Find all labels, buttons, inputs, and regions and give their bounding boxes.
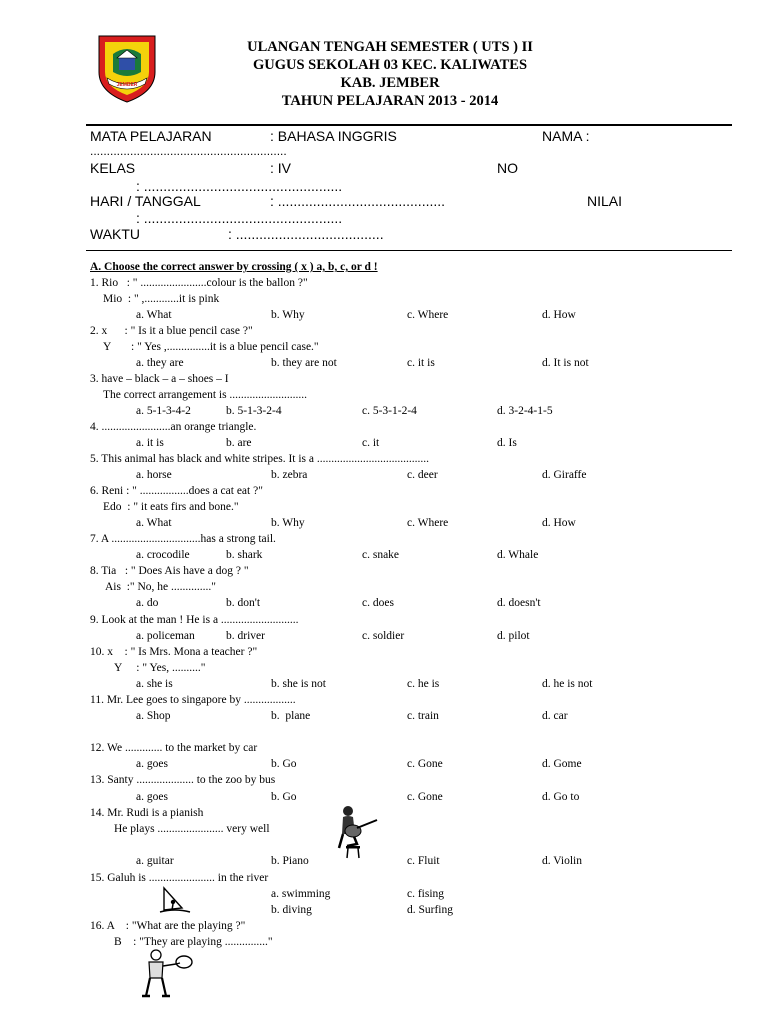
q2-line1: 2. x : " Is it a blue pencil case ?" — [90, 325, 253, 337]
q7-option-b[interactable]: b. shark — [226, 549, 263, 561]
q2-option-b[interactable]: b. they are not — [271, 357, 337, 369]
waktu-value: : ...................................... — [228, 226, 384, 242]
mata-pelajaran-value: : BAHASA INGGRIS — [270, 128, 397, 144]
q4-option-d[interactable]: d. Is — [497, 437, 517, 449]
exam-school-group: GUGUS SEKOLAH 03 KEC. KALIWATES — [252, 57, 528, 73]
q16-line1: 16. A : "What are the playing ?" — [90, 920, 246, 932]
q4-line1: 4. ........................an orange triangle. — [90, 421, 257, 433]
q1-option-c[interactable]: c. Where — [407, 309, 449, 321]
q6-option-d[interactable]: d. How — [542, 517, 576, 529]
q12-option-a[interactable]: a. goes — [136, 758, 168, 770]
q10-option-d[interactable]: d. he is not — [542, 678, 593, 690]
q15-option-b[interactable]: b. diving — [271, 904, 312, 916]
q8-option-c[interactable]: c. does — [362, 597, 394, 609]
q3-line1: 3. have – black – a – shoes – I — [90, 373, 229, 385]
nama-label: NAMA : — [542, 128, 590, 144]
q14-option-a[interactable]: a. guitar — [136, 855, 174, 867]
q12-option-d[interactable]: d. Gome — [542, 758, 582, 770]
q2-option-d[interactable]: d. It is not — [542, 357, 589, 369]
q14-option-b[interactable]: b. Piano — [271, 855, 309, 867]
q13-option-c[interactable]: c. Gone — [407, 791, 443, 803]
q8-option-a[interactable]: a. do — [136, 597, 159, 609]
q12-option-b[interactable]: b. Go — [271, 758, 297, 770]
q1-option-b[interactable]: b. Why — [271, 309, 305, 321]
q14-line1: 14. Mr. Rudi is a pianish — [90, 807, 204, 819]
q8-option-d[interactable]: d. doesn't — [497, 597, 541, 609]
q6-line2: Edo : " it eats firs and bone." — [103, 501, 239, 513]
q15-option-a[interactable]: a. swimming — [271, 888, 331, 900]
no-label: NO — [497, 160, 518, 176]
jember-regency-logo — [91, 32, 163, 104]
q11-option-b[interactable]: b. plane — [271, 710, 311, 722]
q9-option-a[interactable]: a. policeman — [136, 630, 195, 642]
q11-option-c[interactable]: c. train — [407, 710, 439, 722]
q5-option-c[interactable]: c. deer — [407, 469, 438, 481]
nilai-label: NILAI — [587, 193, 623, 209]
q9-line1: 9. Look at the man ! He is a ........................... — [90, 614, 299, 626]
q5-option-b[interactable]: b. zebra — [271, 469, 308, 481]
q6-option-a[interactable]: a. What — [136, 517, 172, 529]
section-a-instruction: A. Choose the correct answer by crossing ( x ) a, b, c, or d ! — [90, 261, 378, 273]
q5-option-d[interactable]: d. Giraffe — [542, 469, 587, 481]
q8-line2: Ais :" No, he .............." — [105, 581, 216, 593]
q2-option-c[interactable]: c. it is — [407, 357, 435, 369]
q1-line2: Mio : " ,............it is pink — [103, 293, 220, 305]
q11-line1: 11. Mr. Lee goes to singapore by .................. — [90, 694, 296, 706]
q9-option-c[interactable]: c. soldier — [362, 630, 405, 642]
q1-line1: 1. Rio : " .......................colour is the ballon ?" — [90, 277, 308, 289]
q2-line2: Y : " Yes ,...............it is a blue pencil case." — [103, 341, 319, 353]
q3-option-b[interactable]: b. 5-1-3-2-4 — [226, 405, 282, 417]
header-divider — [86, 124, 732, 126]
no-field: : ................................................... — [136, 178, 343, 194]
q9-option-d[interactable]: d. pilot — [497, 630, 530, 642]
q10-option-a[interactable]: a. she is — [136, 678, 173, 690]
nilai-field: : ................................................... — [136, 210, 343, 226]
q4-option-b[interactable]: b. are — [226, 437, 252, 449]
q11-option-a[interactable]: a. Shop — [136, 710, 171, 722]
kelas-label: KELAS — [90, 160, 136, 176]
hari-tanggal-label: HARI / TANGGAL — [90, 193, 201, 209]
q10-line2: Y : " Yes, .........." — [114, 662, 206, 674]
q8-option-b[interactable]: b. don't — [226, 597, 261, 609]
q1-option-a[interactable]: a. What — [136, 309, 172, 321]
q14-option-c[interactable]: c. Fluit — [407, 855, 440, 867]
q7-option-c[interactable]: c. snake — [362, 549, 400, 561]
q2-option-a[interactable]: a. they are — [136, 357, 184, 369]
exam-title: ULANGAN TENGAH SEMESTER ( UTS ) II — [247, 39, 533, 55]
info-divider — [86, 250, 732, 251]
q13-option-b[interactable]: b. Go — [271, 791, 297, 803]
guitar-player-illustration — [333, 804, 379, 860]
badminton-player-illustration — [136, 948, 194, 1000]
q3-option-c[interactable]: c. 5-3-1-2-4 — [362, 405, 417, 417]
q12-option-c[interactable]: c. Gone — [407, 758, 443, 770]
q3-option-a[interactable]: a. 5-1-3-4-2 — [136, 405, 191, 417]
q12-line1: 12. We ............. to the market by car — [90, 742, 258, 754]
svg-text:JEMBER: JEMBER — [116, 82, 138, 88]
q7-option-a[interactable]: a. crocodile — [136, 549, 190, 561]
exam-regency: KAB. JEMBER — [340, 75, 440, 91]
q4-option-c[interactable]: c. it — [362, 437, 380, 449]
q13-line1: 13. Santy .................... to the zoo by bus — [90, 774, 276, 786]
hari-tanggal-value: : ........................................... — [270, 193, 446, 209]
windsurfer-illustration — [158, 884, 192, 918]
nama-field: ........................................................... — [90, 144, 287, 158]
q15-line1: 15. Galuh is ....................... in the river — [90, 872, 269, 884]
q10-option-b[interactable]: b. she is not — [271, 678, 326, 690]
q15-option-c[interactable]: c. fising — [407, 888, 445, 900]
q14-line2: He plays ....................... very well — [114, 823, 270, 835]
q5-option-a[interactable]: a. horse — [136, 469, 172, 481]
waktu-label: WAKTU — [90, 226, 141, 242]
q9-option-b[interactable]: b. driver — [226, 630, 265, 642]
q3-option-d[interactable]: d. 3-2-4-1-5 — [497, 405, 553, 417]
q10-option-c[interactable]: c. he is — [407, 678, 440, 690]
q6-option-b[interactable]: b. Why — [271, 517, 305, 529]
q8-line1: 8. Tia : " Does Ais have a dog ? " — [90, 565, 249, 577]
q16-line2: B : "They are playing ..............." — [114, 936, 273, 948]
q10-line1: 10. x : " Is Mrs. Mona a teacher ?" — [90, 646, 258, 658]
q15-option-d[interactable]: d. Surfing — [407, 904, 453, 916]
q3-line2: The correct arrangement is ........................... — [103, 389, 308, 401]
q13-option-a[interactable]: a. goes — [136, 791, 168, 803]
kelas-value: : IV — [270, 160, 292, 176]
q14-option-d[interactable]: d. Violin — [542, 855, 582, 867]
q13-option-d[interactable]: d. Go to — [542, 791, 580, 803]
q5-line1: 5. This animal has black and white stripes. It is a ....................................... — [90, 453, 429, 465]
q4-option-a[interactable]: a. it is — [136, 437, 164, 449]
q6-line1: 6. Reni : " .................does a cat eat ?" — [90, 485, 263, 497]
q7-line1: 7. A ...............................has a strong tail. — [90, 533, 276, 545]
q7-option-d[interactable]: d. Whale — [497, 549, 539, 561]
exam-school-year: TAHUN PELAJARAN 2013 - 2014 — [281, 93, 499, 109]
q11-option-d[interactable]: d. car — [542, 710, 568, 722]
mata-pelajaran-label: MATA PELAJARAN — [90, 128, 212, 144]
q1-option-d[interactable]: d. How — [542, 309, 576, 321]
q6-option-c[interactable]: c. Where — [407, 517, 449, 529]
